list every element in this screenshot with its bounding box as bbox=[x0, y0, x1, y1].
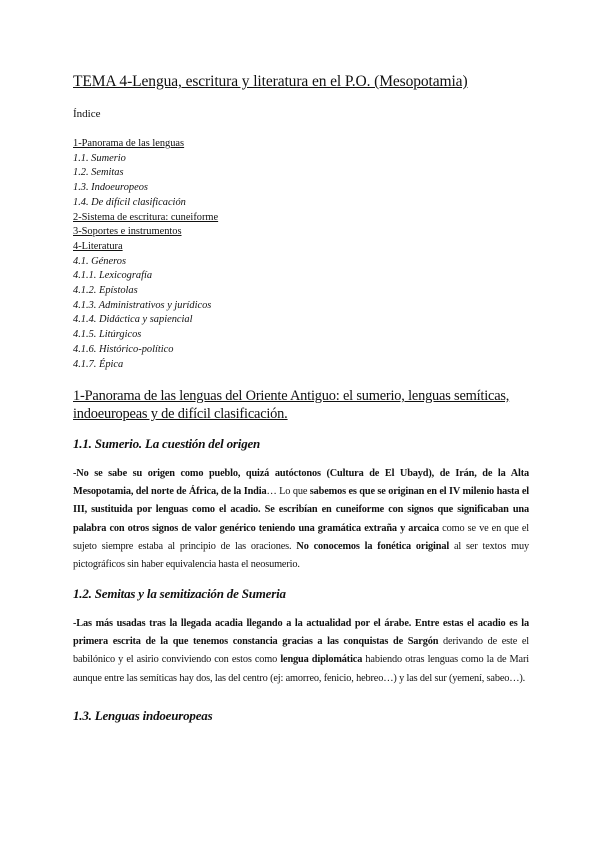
toc-item: 1.2. Semitas bbox=[73, 167, 124, 179]
toc-item: 4.1. Géneros bbox=[73, 255, 127, 267]
toc-item: 4.1.1. Lexicografía bbox=[73, 270, 153, 282]
toc-item: 4.1.7. Épica bbox=[73, 358, 124, 370]
bold-text-run: sabemos es que se originan en el IV milenio hasta el III, sustituida por lenguas como el acadio. Se escribían en cuneiforme con signos que significaban una palabra con otros signos de valor genérico teniendo una gramática extraña y arcaica bbox=[73, 486, 529, 534]
document-title: TEMA 4-Lengua, escritura y literatura en el P.O. (Mesopotamia) bbox=[73, 73, 468, 90]
toc-item: 1-Panorama de las lenguas bbox=[73, 138, 185, 149]
table-of-contents bbox=[73, 137, 218, 372]
toc-item: 1.3. Indoeuropeos bbox=[73, 182, 148, 194]
toc-item: 2-Sistema de escritura: cuneiforme bbox=[73, 211, 219, 223]
bold-text-run: lengua diplomática bbox=[280, 654, 363, 666]
bold-text-run: -No se sabe su origen como pueblo, quizá autóctonos (Cultura de El Ubayd), de Irán, de la Alta Mesopotamia, del norte de África, de la India bbox=[73, 468, 529, 498]
subsection-1-1-paragraph bbox=[73, 465, 529, 574]
text-run: habiendo otras lenguas como la de Mari aunque entre las semíticas hay dos, las del centro (ej: amorreo, fenicio, hebreo…) y las del sur (yemení, sabeo…). bbox=[73, 654, 529, 684]
toc-item: 1.4. De difícil clasificación bbox=[73, 196, 186, 208]
toc-item: 4.1.2. Epístolas bbox=[73, 285, 138, 297]
bold-text-run: -Las más usadas tras la llegada acadia llegando a la actualidad por el árabe. Entre estas el acadio es la primera escrita de la que tenemos constancia gracias a las conquistas de Sargón bbox=[73, 618, 529, 648]
subsection-1-3-heading: 1.3. Lenguas indoeuropeas bbox=[73, 708, 213, 723]
toc-item: 4.1.3. Administrativos y jurídicos bbox=[73, 299, 212, 311]
text-run: al ser textos muy pictográficos sin haber equivalencia hasta el neosumerio. bbox=[73, 540, 530, 571]
text-run: … Lo que bbox=[266, 486, 310, 498]
toc-item: 4.1.4. Didáctica y sapiencial bbox=[73, 314, 193, 326]
text-run: derivando de este el babilónico y el asirio conviviendo con estos como bbox=[73, 636, 529, 666]
toc-item: 4.1.5. Litúrgicos bbox=[73, 329, 142, 341]
subsection-1-1-heading: 1.1. Sumerio. La cuestión del origen bbox=[73, 436, 261, 451]
toc-item: 1.1. Sumerio bbox=[73, 152, 126, 164]
subsection-1-2-paragraph bbox=[73, 615, 529, 688]
text-run: como se ve en que el sujeto siempre estaba al principio de las oraciones. bbox=[73, 522, 529, 552]
toc-item: 4-Literatura bbox=[73, 240, 123, 252]
toc-item: 3-Soportes e instrumentos bbox=[73, 226, 182, 238]
index-label: Índice bbox=[73, 108, 101, 120]
subsection-1-2-heading: 1.2. Semitas y la semitización de Sumeria bbox=[73, 586, 286, 601]
bold-text-run: No conocemos la fonética original bbox=[296, 540, 450, 552]
section-1-heading: 1-Panorama de las lenguas del Oriente Antiguo: el sumerio, lenguas semíticas, indoeuropeas y de difícil clasificación. bbox=[73, 388, 510, 422]
toc-item: 4.1.6. Histórico-político bbox=[73, 343, 174, 355]
